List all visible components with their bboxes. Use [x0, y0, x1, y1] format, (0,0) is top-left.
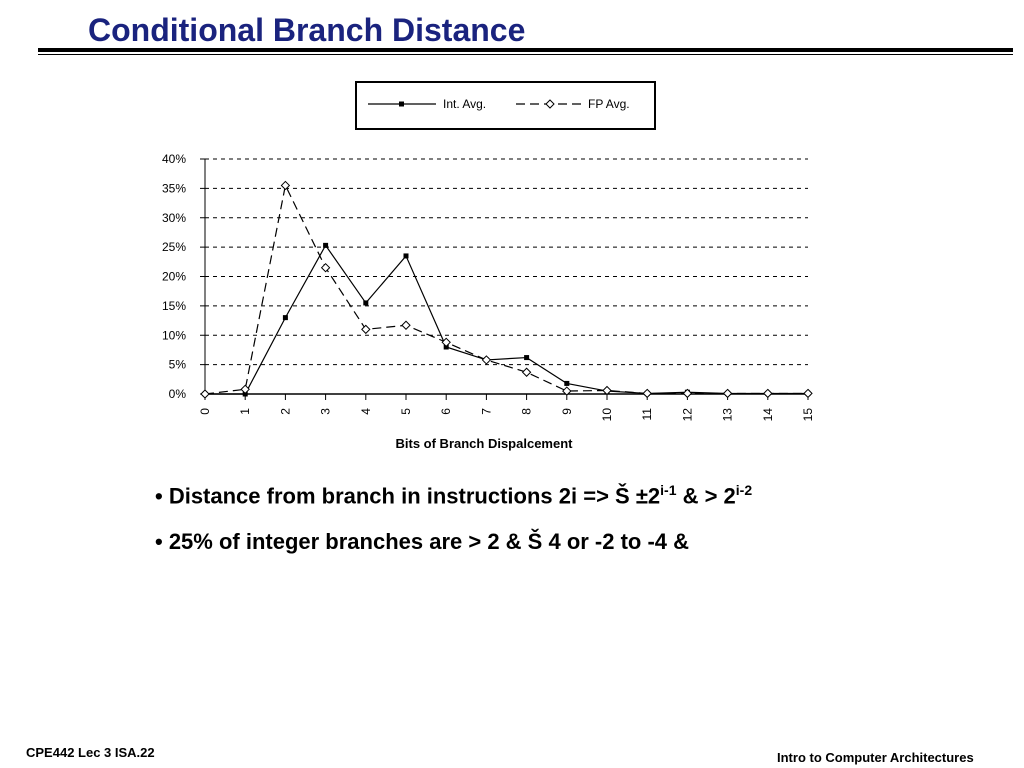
data-point-fp-avg — [724, 389, 732, 397]
y-tick-label: 0% — [168, 387, 186, 401]
data-point-fp-avg — [482, 356, 490, 364]
data-point-int-avg — [524, 355, 529, 360]
x-tick-label: 3 — [318, 408, 333, 415]
footer-course-name: Intro to Computer Architectures — [777, 750, 974, 765]
y-tick-label: 30% — [161, 210, 186, 225]
x-tick-label: 8 — [519, 408, 534, 415]
data-point-fp-avg — [241, 385, 249, 393]
x-tick-label: 9 — [559, 408, 574, 415]
y-tick-label: 15% — [161, 298, 186, 313]
x-axis-label: Bits of Branch Dispalcement — [395, 436, 573, 451]
x-tick-label: 6 — [439, 408, 454, 415]
chart-gridlines — [205, 159, 808, 365]
data-point-int-avg — [404, 253, 409, 258]
data-point-int-avg — [363, 300, 368, 305]
x-axis-tick-labels — [198, 408, 815, 422]
data-point-int-avg — [323, 243, 328, 248]
chart-legend — [356, 82, 655, 129]
legend-fp-label: FP Avg. — [588, 97, 630, 111]
bullet-integer-branches: • 25% of integer branches are > 2 & Š 4 or -2 to -4 & — [155, 529, 690, 554]
y-tick-label: 10% — [161, 328, 186, 343]
x-tick-label: 0 — [198, 408, 212, 415]
data-point-fp-avg — [764, 389, 772, 397]
x-tick-label: 4 — [358, 408, 373, 415]
y-tick-label: 20% — [161, 269, 186, 284]
x-tick-label: 5 — [399, 408, 413, 415]
legend-int-marker — [399, 102, 404, 107]
bullet-branch-distance — [155, 482, 752, 509]
y-tick-label: 5% — [168, 357, 186, 372]
data-point-fp-avg — [362, 325, 370, 333]
data-point-fp-avg — [683, 389, 691, 397]
data-point-fp-avg — [322, 264, 330, 272]
chart-series — [201, 181, 812, 398]
data-point-fp-avg — [643, 389, 651, 397]
y-tick-label: 25% — [161, 240, 186, 255]
x-tick-label: 15 — [801, 408, 815, 422]
series-line-int-avg — [205, 245, 808, 394]
data-point-fp-avg — [523, 368, 531, 376]
data-point-fp-avg — [402, 321, 410, 329]
bullet-1-sup-1: i-1 — [660, 482, 677, 498]
legend-int-label: Int. Avg. — [443, 97, 487, 111]
data-point-int-avg — [283, 315, 288, 320]
x-tick-label: 10 — [600, 408, 614, 422]
bullet-1-prefix: • Distance from branch in instructions 2i => Š ±2 — [155, 483, 661, 509]
y-tick-label: 35% — [161, 181, 186, 196]
chart-axes — [200, 159, 808, 400]
data-point-fp-avg — [804, 389, 812, 397]
y-tick-label: 40% — [161, 152, 186, 166]
footer-lecture-id: CPE442 Lec 3 ISA.22 — [26, 745, 155, 760]
x-tick-label: 2 — [278, 408, 293, 415]
data-point-int-avg — [564, 381, 569, 386]
data-point-fp-avg — [201, 390, 209, 398]
x-tick-label: 14 — [760, 408, 775, 422]
x-tick-label: 1 — [238, 408, 253, 415]
x-tick-label: 7 — [479, 408, 494, 415]
x-tick-label: 13 — [720, 408, 735, 422]
bullet-1-mid: & > 2 — [676, 483, 736, 509]
slide-title: Conditional Branch Distance — [88, 12, 526, 48]
series-line-fp-avg — [205, 185, 808, 394]
y-axis-tick-labels — [162, 152, 186, 401]
x-tick-label: 11 — [640, 408, 655, 421]
x-tick-label: 12 — [680, 408, 695, 422]
bullet-1-sup-2: i-2 — [735, 482, 753, 498]
